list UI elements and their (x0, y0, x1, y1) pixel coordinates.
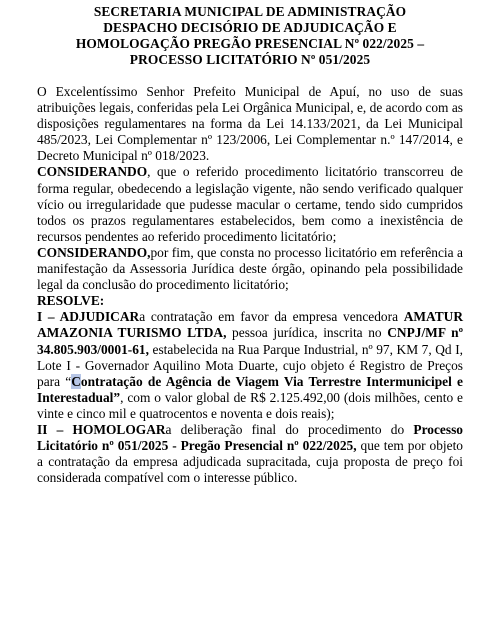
considerando-label-2: CONSIDERANDO, (37, 244, 151, 260)
company-name: AMATUR AMAZONIA TURISMO LTDA, (37, 309, 463, 341)
adjudicar-text-b: pessoa jurídica, inscrita no (226, 325, 388, 341)
object-description: ontratação de Agência de Viagem Via Terrestre Intermunicipel e Interestadual” (37, 373, 463, 405)
item-homologar (37, 422, 463, 486)
document-title (37, 4, 463, 68)
adjudicar-text-c: estabelecida na Rua Parque Industrial, nº 97, KM 7, Qd I, Lote I - Governador Aquilino Mota Duarte, cujo objeto é Registro de Preços para “ (37, 341, 463, 389)
adjudicar-text-a: a contratação em favor da empresa vencedora (139, 309, 404, 325)
considerando-label-1: CONSIDERANDO (37, 164, 148, 180)
homologar-label: II – HOMOLOGAR (37, 421, 166, 437)
item-adjudicar (37, 309, 463, 422)
adjudicar-text-d: , com o valor global de R$ 2.125.492,00 (dois milhões, cento e vinte e cinco mil e quatrocentos e noventa e dois reais); (37, 389, 463, 421)
cnpj-number: CNPJ/MF nº 34.805.903/0001-61, (37, 325, 463, 357)
homologar-text-b: que tem por objeto a contratação da empresa adjudicada supracitada, cuja proposta de preço foi considerada compatível com o interesse público. (37, 438, 463, 486)
object-first-letter: C (71, 373, 81, 389)
considerando-text-2: por fim, que consta no processo licitatório em referência a manifestação da Assessoria Jurídica deste órgão, opinando pela possibilidade legal da conclusão do procedimento licitatório; (37, 244, 463, 293)
adjudicar-label: I – ADJUDICAR (37, 309, 140, 325)
title-line-4: PROCESSO LICITATÓRIO Nº 051/2025 (129, 52, 371, 67)
considerando-text-1: , que o referido procedimento licitatório transcorreu de forma regular, obedecendo a legislação vigente, não sendo verificado qualquer vício ou irregularidade que pudesse macular o certame, tendo sido cumpridos todos os prazos regulamentares estabelecidos, bem como a inexistência de recursos pendentes ao referido procedimento licitatório; (37, 164, 463, 244)
resolve-heading: RESOLVE: (37, 293, 105, 309)
title-line-3: HOMOLOGAÇÃO PREGÃO PRESENCIAL Nº 022/2025 – (75, 36, 425, 51)
title-line-1: SECRETARIA MUNICIPAL DE ADMINISTRAÇÃO (93, 4, 407, 19)
considerando-paragraph-2 (37, 245, 463, 293)
title-line-2: DESPACHO DECISÓRIO DE ADJUDICAÇÃO E (103, 20, 397, 35)
intro-paragraph: O Excelentíssimo Senhor Prefeito Municipal de Apuí, no uso de suas atribuições legais, conferidas pela Lei Orgânica Municipal, e, de acordo com as disposições regulamentares na forma da Lei 14.133/2021, da Lei Municipal 485/2023, Lei Complementar nº 123/2006, Lei Complementar n.º 147/2014, e Decreto Municipal nº 018/2023. (37, 84, 463, 164)
considerando-paragraph-1 (37, 164, 463, 244)
homologar-text-a: a deliberação final do procedimento do (165, 421, 414, 437)
process-reference: Processo Licitatório nº 051/2025 - Pregão Presencial nº 022/2025, (37, 421, 463, 454)
